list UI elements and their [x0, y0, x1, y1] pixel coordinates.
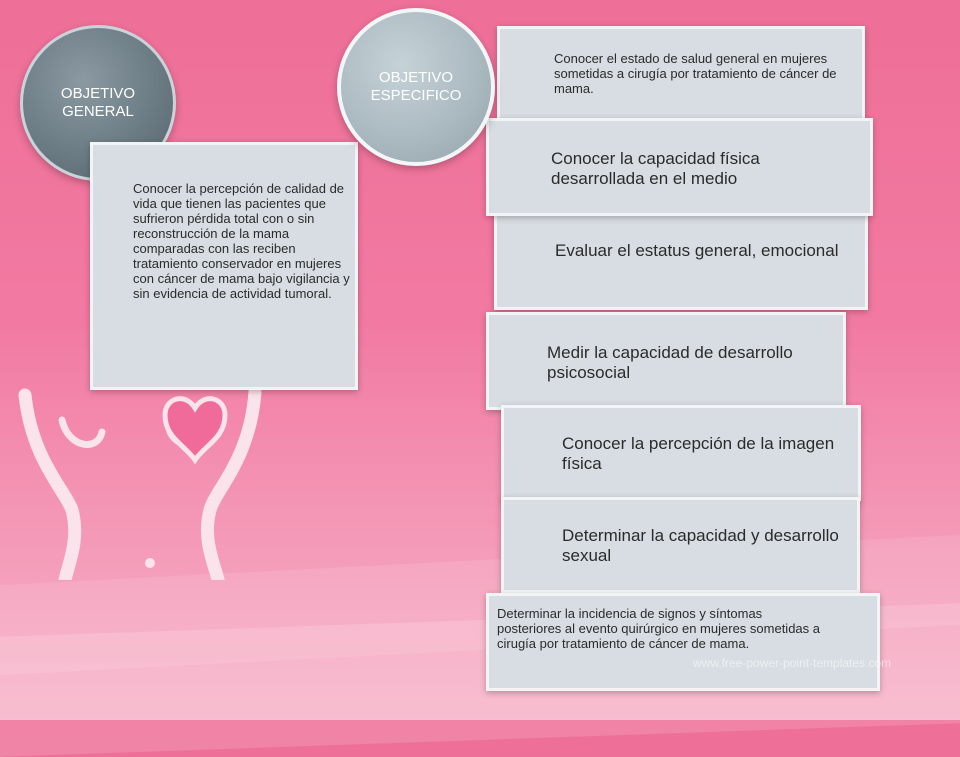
- specific-objective-box: [486, 593, 880, 691]
- specific-objective-box: [494, 212, 868, 310]
- objetivo-especifico-title: OBJETIVO ESPECIFICO: [370, 69, 462, 104]
- objetivo-especifico-circle: [337, 8, 495, 166]
- specific-objective-text: Evaluar el estatus general, emocional: [555, 241, 839, 260]
- specific-objective-box: [501, 405, 861, 501]
- specific-objective-text: Medir la capacidad de desarrollo psicosocial: [547, 343, 793, 382]
- specific-objective-text: Conocer la capacidad física desarrollada en el medio: [551, 149, 760, 188]
- specific-objective-text: Conocer el estado de salud general en mujeres sometidas a cirugía por tratamiento de cáncer de mama.: [554, 51, 837, 96]
- heart-icon: [165, 399, 225, 460]
- specific-objective-box: [486, 312, 846, 410]
- woman-silhouette-heart-icon: [10, 380, 270, 580]
- specific-objective-box: [497, 26, 865, 126]
- specific-objective-text: Determinar la capacidad y desarrollo sexual: [562, 526, 839, 565]
- watermark: www.free-power-point-templates.com: [693, 656, 892, 670]
- objetivo-general-title: OBJETIVO GENERAL: [60, 85, 136, 120]
- general-objective-box: [90, 142, 358, 390]
- specific-objective-box: [501, 497, 860, 593]
- general-objective-text: Conocer la percepción de calidad de vida que tienen las pacientes que sufrieron pérdida total con o sin reconstrucción de la mama comparadas con las reciben tratamiento conservador en mujeres con cáncer de mama bajo vigilancia y sin evidencia de actividad tumoral.: [133, 181, 350, 301]
- specific-objective-box: [486, 118, 873, 216]
- specific-objective-text: Conocer la percepción de la imagen física: [562, 434, 835, 473]
- specific-objective-text: Determinar la incidencia de signos y síntomas posteriores al evento quirúrgico en mujeres sometidas a cirugía por tratamiento de cáncer de mama.: [497, 606, 821, 651]
